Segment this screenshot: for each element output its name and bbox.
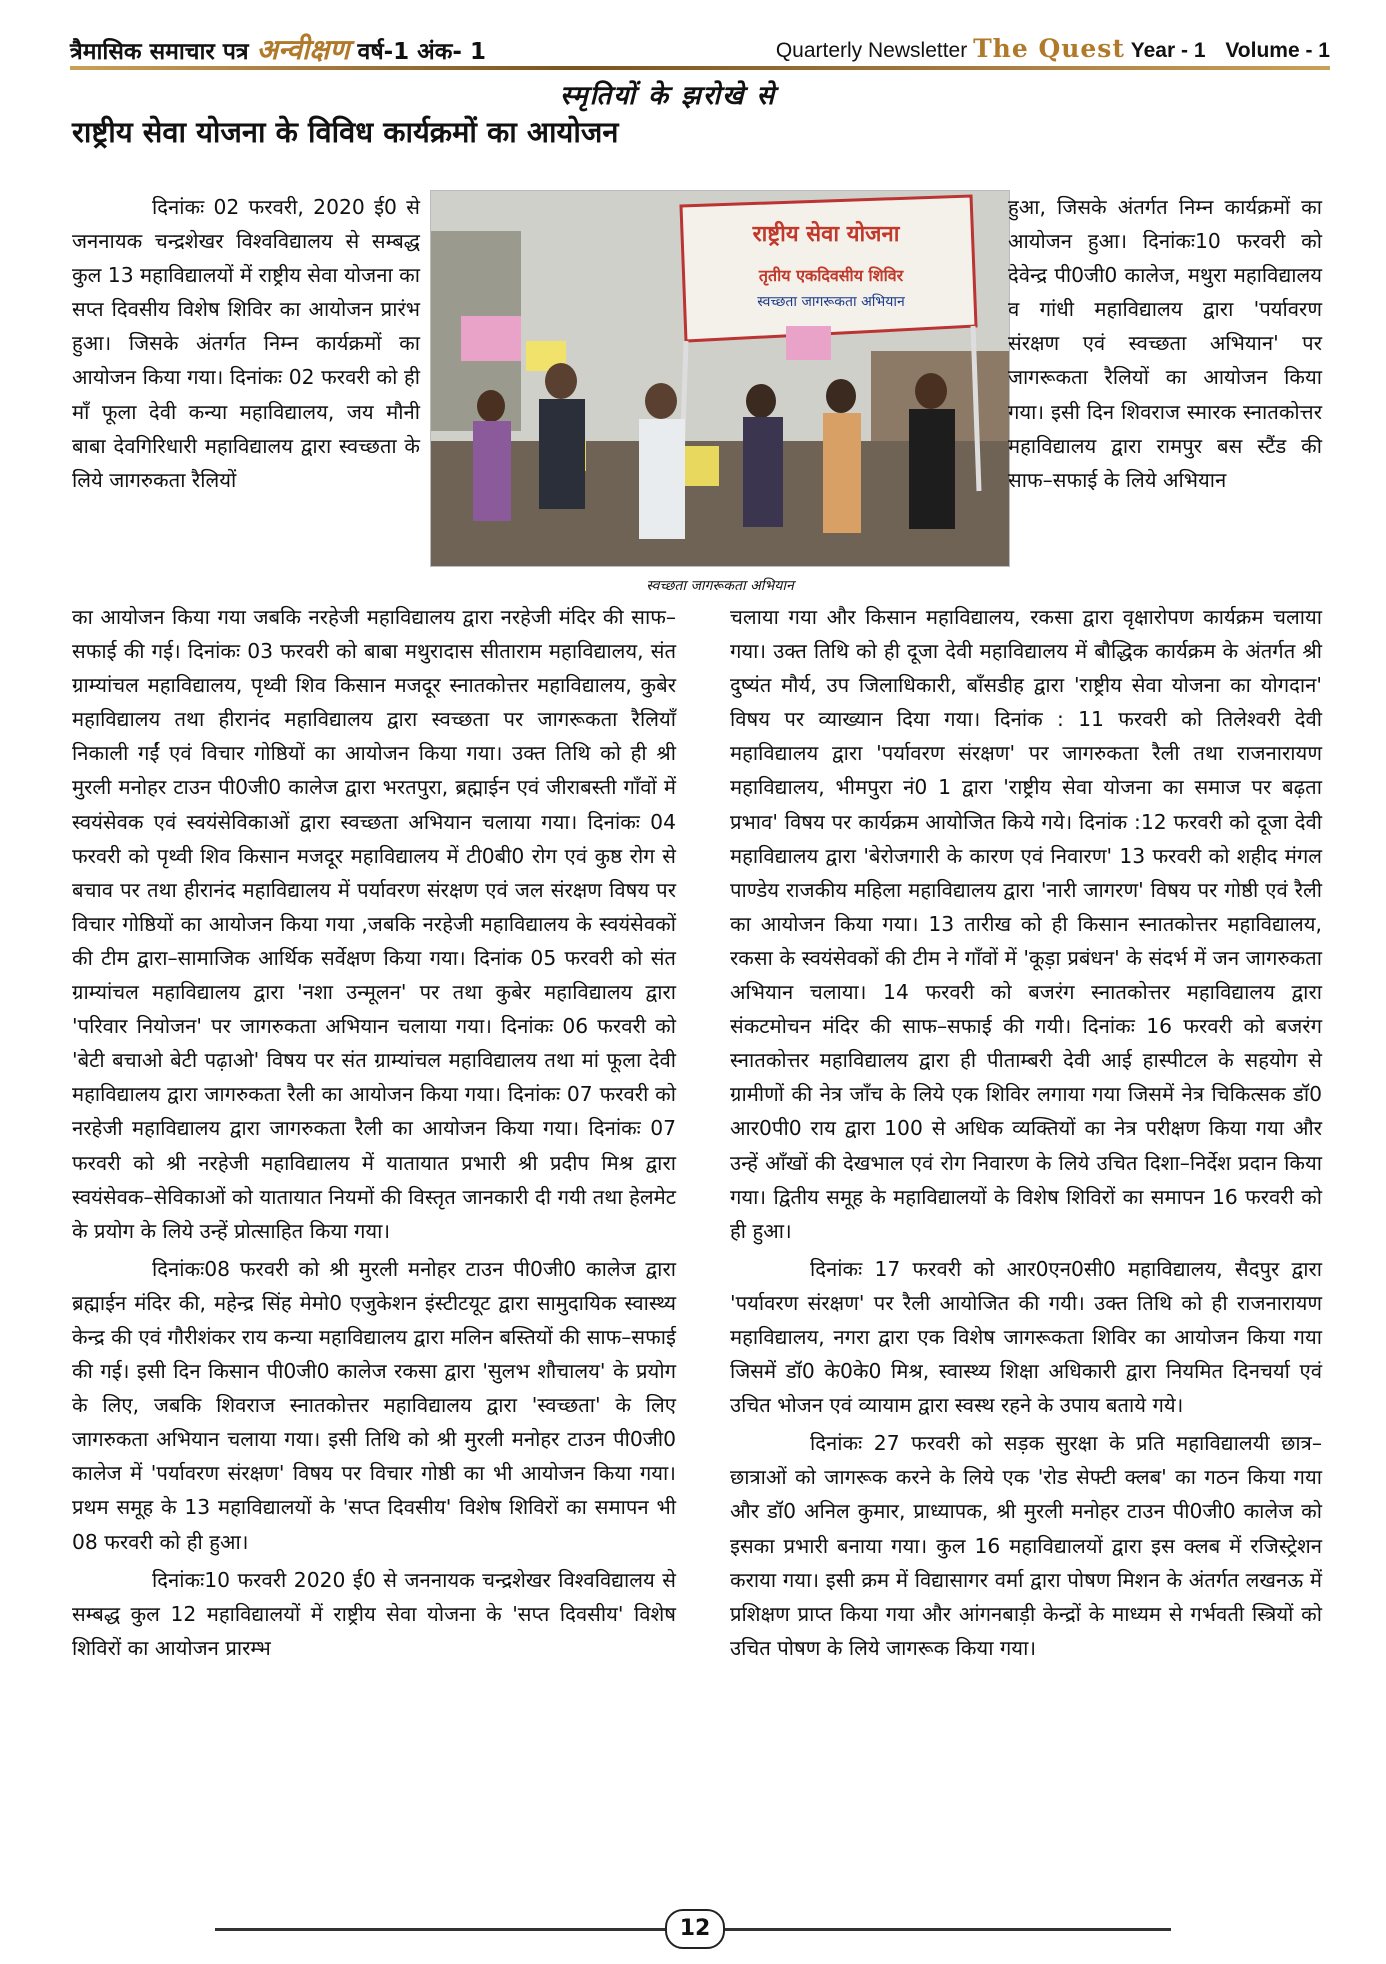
header-hindi-brand: अन्वीक्षण — [256, 33, 350, 66]
banner-text-2: तृतीय एकदिवसीय शिविर — [758, 266, 904, 285]
paragraph-right-3: दिनांकः 27 फरवरी को सड़क सुरक्षा के प्रति महाविद्यालयी छात्र–छात्राओं को जागरूक करने के लिये एक 'रोड सेफ्टी क्लब' का गठन किया गया और डॉ0 अनिल कुमार, प्राध्यापक, श्री मुरली मनोहर टाउन पी0जी0 कालेज को इसका प्रभारी बनाया गया। कुल 16 महाविद्यालयों द्वारा इस क्लब में रजिस्ट्रेशन कराया गया। इसी क्रम में विद्यासागर वर्मा द्वारा पोषण मिशन के अंतर्गत लखनऊ में प्रशिक्षण प्राप्त किया गया और आंगनबाड़ी केन्द्रों के माध्यम से गर्भवती स्त्रियों को उचित पोषण के लिये जागरूक किया गया। — [730, 1431, 1322, 1660]
paragraph-left-2: दिनांकः08 फरवरी को श्री मुरली मनोहर टाउन पी0जी0 कालेज द्वारा ब्रह्माईन मंदिर की, महेन्द्र सिंह मेमो0 एजुकेशन इंस्टीटयूट द्वारा सामुदायिक स्वास्थ्य केन्द्र की एवं गौरीशंकर राय कन्या महाविद्यालय द्वारा मलिन बस्तियों की साफ–सफाई की गई। इसी दिन किसान पी0जी0 कालेज रकसा द्वारा 'सुलभ शौचालय' के प्रयोग के लिए, जबकि शिवराज स्नातकोत्तर महाविद्यालय द्वारा 'स्वच्छता' के लिए जागरुकता अभियान चलाया गया। इसी तिथि को श्री मुरली मनोहर टाउन पी0जी0 कालेज में 'पर्यावरण संरक्षण' विषय पर विचार गोष्ठी का भी आयोजन किया गया। प्रथम समूह के 13 महाविद्यालयों के 'सप्त दिवसीय' विशेष शिविरों का समापन भी 08 फरवरी को ही हुआ। — [72, 1256, 676, 1554]
paragraph-right-1: चलाया गया और किसान महाविद्यालय, रकसा द्वारा वृक्षारोपण कार्यक्रम चलाया गया। उक्त तिथि को ही दूजा देवी महाविद्यालय में बौद्धिक कार्यक्रम के अंतर्गत श्री दुष्यंत मौर्य, उप जिलाधिकारी, बाँसडीह द्वारा 'राष्ट्रीय सेवा योजना का योगदान' विषय पर व्याख्यान दिया गया। दिनांक : 11 फरवरी को तिलेश्वरी देवी महाविद्यालय द्वारा 'पर्यावरण संरक्षण' पर जागरुकता रैली तथा राजनारायण महाविद्यालय, भीमपुरा नं0 1 द्वारा 'राष्ट्रीय सेवा योजना का समाज पर बढ़ता प्रभाव' विषय पर कार्यक्रम आयोजित किये गये। दिनांक :12 फरवरी को दूजा देवी महाविद्यालय द्वारा 'बेरोजगारी के कारण एवं निवारण' 13 फरवरी को शहीद मंगल पाण्डेय राजकीय महिला महाविद्यालय द्वारा 'नारी जागरण' विषय पर गोष्ठी एवं रैली का आयोजन किया गया। 13 तारीख को ही किसान स्नातकोत्तर महाविद्यालय, रकसा के स्वयंसेवकों की टीम ने गाँवों में 'कूड़ा प्रबंधन' के संदर्भ में जन जागरुकता अभियान चलाया। 14 फरवरी को बजरंग स्नातकोत्तर महाविद्यालय द्वारा संकटमोचन मंदिर की साफ–सफाई की गयी। दिनांकः 16 फरवरी को बजरंग स्नातकोत्तर महाविद्यालय द्वारा ही पीताम्बरी देवी आई हास्पीटल के सहयोग से ग्रामीणों की नेत्र जाँच के लिये एक शिविर लगाया गया जिसमें नेत्र चिकित्सक डॉ0 आर0पी0 राय द्वारा 100 से अधिक व्यक्तियों का नेत्र परीक्षण किया गया और उन्हें आँखों की देखभाल एवं रोग निवारण के लिये उचित दिशा–निर्देश प्रदान किया गया। द्वितीय समूह के महाविद्यालयों के विशेष शिविरों का समापन 16 फरवरी को ही हुआ। — [730, 605, 1322, 1243]
header-volume: Volume - 1 — [1225, 39, 1330, 62]
paragraph-right-top: हुआ, जिसके अंतर्गत निम्न कार्यक्रमों का आयोजन हुआ। दिनांकः10 फरवरी को देवेन्द्र पी0जी0 कालेज, मथुरा महाविद्यालय व गांधी महाविद्यालय द्वारा 'पर्यावरण संरक्षण एवं स्वच्छता अभियान' पर जागरूकता रैलियों का आयोजन किया गया। इसी दिन शिवराज स्मारक स्नातकोत्तर महाविद्यालय द्वारा रामपुर बस स्टैंड की साफ–सफाई के लिये अभियान — [1008, 195, 1322, 492]
header-hindi-prefix: त्रैमासिक समाचार पत्र — [70, 39, 249, 65]
paragraph-left-3: दिनांकः10 फरवरी 2020 ई0 से जननायक चन्द्रशेखर विश्वविद्यालय से सम्बद्ध कुल 12 महाविद्यालयों में राष्ट्रीय सेवा योजना के 'सप्त दिवसीय' विशेष शिविरों का आयोजन प्रारम्भ — [72, 1567, 676, 1660]
banner-text-1: राष्ट्रीय सेवा योजना — [752, 222, 900, 247]
banner-text-3: स्वच्छता जागरूकता अभियान — [757, 294, 905, 310]
column-left-top — [72, 190, 420, 497]
event-photo — [430, 190, 1010, 567]
header-english-brand: The Quest — [973, 34, 1125, 63]
header-rule — [70, 66, 1330, 70]
header-english-prefix: Quarterly Newsletter — [775, 39, 968, 62]
paragraph-left-1: का आयोजन किया गया जबकि नरहेजी महाविद्यालय द्वारा नरहेजी मंदिर की साफ–सफाई की गई। दिनांकः 03 फरवरी को बाबा मथुरादास सीताराम महाविद्यालय, संत ग्राम्यांचल महाविद्यालय, पृथ्वी शिव किसान मजदूर स्नातकोत्तर महाविद्यालय, कुबेर महाविद्यालय तथा हीरानंद महाविद्यालय द्वारा स्वच्छता पर जागरूकता रैलियाँ निकाली गईं एवं विचार गोष्ठियों का आयोजन किया गया। उक्त तिथि को ही श्री मुरली मनोहर टाउन पी0जी0 कालेज द्वारा भरतपुरा, ब्रह्माईन एवं जीराबस्ती गाँवों में स्वयंसेवक एवं स्वयंसेविकाओं द्वारा स्वच्छता अभियान चलाया गया। दिनांकः 04 फरवरी को पृथ्वी शिव किसान मजदूर महाविद्यालय में टी0बी0 रोग एवं कुष्ठ रोग से बचाव पर तथा हीरानंद महाविद्यालय में पर्यावरण संरक्षण एवं जल संरक्षण विषय पर विचार गोष्ठियों का आयोजन किया गया ,जबकि नरहेजी महाविद्यालय के स्वयंसेवकों की टीम द्वारा–सामाजिक आर्थिक सर्वेक्षण किया गया। दिनांक 05 फरवरी को संत ग्राम्यांचल महाविद्यालय द्वारा 'नशा उन्मूलन' पर तथा कुबेर महाविद्यालय द्वारा 'परिवार नियोजन' पर जागरुकता अभियान चलाया गया। दिनांकः 06 फरवरी को 'बेटी बचाओ बेटी पढ़ाओ' विषय पर संत ग्राम्यांचल महाविद्यालय तथा मां फूला देवी महाविद्यालय द्वारा जागरुकता रैली का आयोजन किया गया। दिनांकः 07 फरवरी को नरहेजी महाविद्यालय द्वारा जागरुकता रैली का आयोजन किया गया। दिनांकः 07 फरवरी को श्री नरहेजी महाविद्यालय में यातायात प्रभारी श्री प्रदीप मिश्र द्वारा स्वयंसेवक–सेविकाओं को यातायात नियमों की विस्तृत जानकारी दी गयी तथा हेलमेट के प्रयोग के लिये उन्हें प्रोत्साहित किया गया। — [72, 605, 676, 1243]
paragraph-intro: दिनांकः 02 फरवरी, 2020 ई0 से जननायक चन्द्रशेखर विश्वविद्यालय से सम्बद्ध कुल 13 महाविद्यालयों में राष्ट्रीय सेवा योजना का सप्त दिवसीय विशेष शिविर का आयोजन प्रारंभ हुआ। जिसके अंतर्गत निम्न कार्यक्रमों का आयोजन किया गया। दिनांकः 02 फरवरी को ही माँ फूला देवी कन्या महाविद्यालय, जय मौनी बाबा देवगिरिधारी महाविद्यालय द्वारा स्वच्छता के लिये जागरुकता रैलियों — [72, 195, 420, 492]
photo-caption: स्वच्छता जागरूकता अभियान — [646, 578, 794, 594]
column-left — [72, 600, 676, 1665]
page-number: 12 — [665, 1909, 725, 1949]
rally-illustration — [431, 191, 1009, 566]
header-left — [70, 30, 486, 68]
header-right — [776, 34, 1330, 63]
column-right — [730, 600, 1322, 1665]
section-title: स्मृतियों के झरोखे से — [560, 81, 777, 111]
column-right-top — [1008, 190, 1322, 497]
header-year: Year - 1 — [1130, 39, 1206, 62]
article-title: राष्ट्रीय सेवा योजना के विविध कार्यक्रमों का आयोजन — [72, 115, 619, 149]
paragraph-right-2: दिनांकः 17 फरवरी को आर0एन0सी0 महाविद्यालय, सैदपुर द्वारा 'पर्यावरण संरक्षण' पर रैली आयोजित की गयी। उक्त तिथि को ही राजनारायण महाविद्यालय, नगरा द्वारा एक विशेष जागरूकता शिविर का आयोजन किया गया जिसमें डॉ0 के0के0 मिश्र, स्वास्थ्य शिक्षा अधिकारी द्वारा नियमित दिनचर्या एवं उचित भोजन एवं व्यायाम द्वारा स्वस्थ रहने के उपाय बताये गये। — [730, 1256, 1322, 1418]
header-hindi-suffix: वर्ष-1 अंक- 1 — [357, 39, 486, 65]
page-header — [70, 26, 1330, 70]
